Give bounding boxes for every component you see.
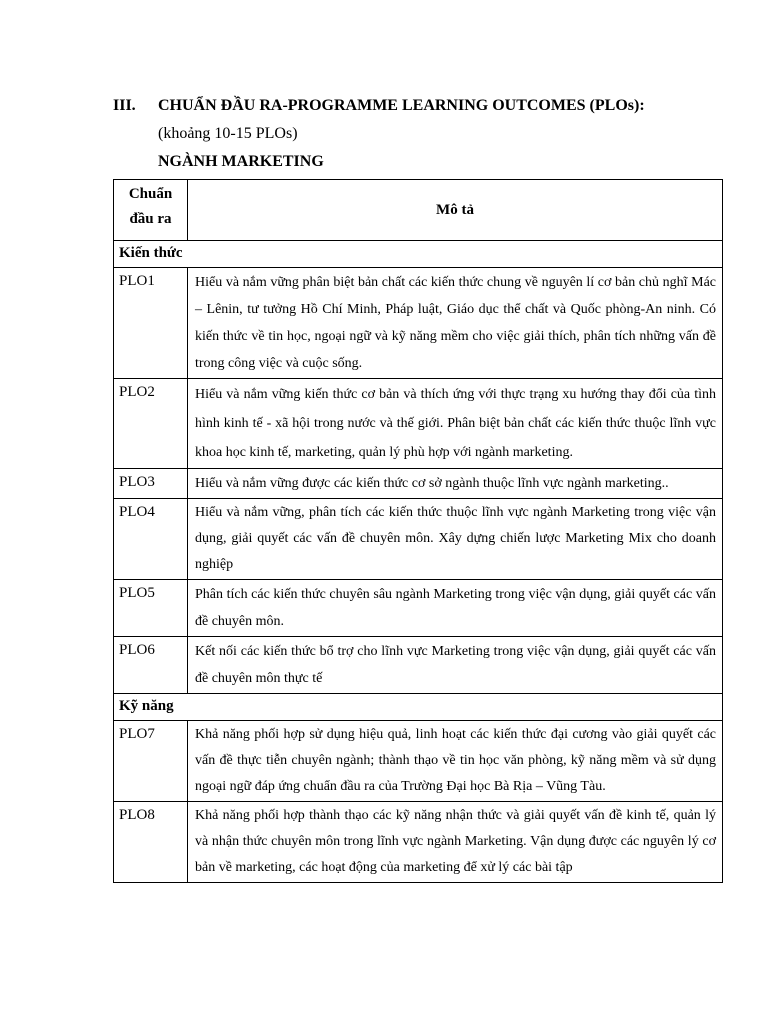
heading-major-line (113, 148, 733, 176)
plo-description: Hiểu và nắm vững kiến thức cơ bản và thích ứng với thực trạng xu hướng thay đổi của tình hình kinh tế - xã hội trong nước và thế giới. Phân biệt bản chất các kiến thức thuộc lĩnh vực khoa học kinh tế, marketing, quản lý phù hợp với ngành marketing. (188, 379, 723, 469)
table-row (114, 499, 723, 580)
plo-code: PLO6 (114, 637, 188, 694)
table-row (114, 268, 723, 379)
header-code-cell (114, 180, 188, 241)
heading-subtitle-line (113, 120, 733, 148)
table-row (114, 637, 723, 694)
plo-description: Khả năng phối hợp thành thạo các kỹ năng nhận thức và giải quyết vấn đề kinh tế, quản lý và nhận thức chuyên môn trong lĩnh vực ngành Marketing. Vận dụng được các nguyên lý cơ bản về marketing, các hoạt động của marketing để xử lý các bài tập (188, 802, 723, 883)
plo-code: PLO2 (114, 379, 188, 469)
plo-code: PLO4 (114, 499, 188, 580)
plo-table (113, 179, 723, 883)
major-title: NGÀNH MARKETING (158, 153, 324, 170)
header-desc-cell: Mô tả (188, 180, 723, 241)
table-row (114, 802, 723, 883)
section-row-knowledge (114, 241, 723, 268)
heading-title-line (113, 92, 733, 120)
table-row (114, 379, 723, 469)
plo-description: Hiểu và nắm vững phân biệt bản chất các kiến thức chung về nguyên lí cơ bản chủ nghĩ Mác – Lênin, tư tưởng Hồ Chí Minh, Pháp luật, Giáo dục thể chất và Quốc phòng-An ninh. Có kiến thức về tin học, ngoại ngữ và kỹ năng mềm cho việc giải thích, phân tích những vấn đề trong công việc và cuộc sống. (188, 268, 723, 379)
section-row-skills (114, 694, 723, 721)
header-code-line1: Chuẩn (128, 186, 173, 202)
table-row (114, 580, 723, 637)
plo-description: Kết nối các kiến thức bổ trợ cho lĩnh vực Marketing trong việc vận dụng, giải quyết các vấn đề chuyên môn thực tế (188, 637, 723, 694)
section-number: III. (113, 97, 136, 114)
plo-code: PLO3 (114, 469, 188, 499)
plo-description: Hiểu và nắm vững, phân tích các kiến thức thuộc lĩnh vực ngành Marketing trong việc vận dụng, giải quyết các vấn đề chuyên môn. Xây dựng chiến lược Marketing Mix cho doanh nghiệp (188, 499, 723, 580)
plo-code: PLO7 (114, 721, 188, 802)
plo-description: Phân tích các kiến thức chuyên sâu ngành Marketing trong việc vận dụng, giải quyết các vấn đề chuyên môn. (188, 580, 723, 637)
table-row (114, 721, 723, 802)
section-subtitle: (khoảng 10-15 PLOs) (158, 125, 298, 142)
section-title-skills: Kỹ năng (114, 694, 723, 721)
table-header-row (114, 180, 723, 241)
plo-code: PLO8 (114, 802, 188, 883)
table-row (114, 469, 723, 499)
section-heading (113, 92, 733, 176)
plo-description: Hiểu và nắm vững được các kiến thức cơ sở ngành thuộc lĩnh vực ngành marketing.. (188, 469, 723, 499)
header-code-line2: đầu ra (129, 211, 172, 227)
plo-code: PLO5 (114, 580, 188, 637)
section-title: CHUẨN ĐẦU RA-PROGRAMME LEARNING OUTCOMES (PLOs): (158, 97, 645, 114)
plo-description: Khả năng phối hợp sử dụng hiệu quả, linh hoạt các kiến thức đại cương vào giải quyết các vấn đề thực tiễn chuyên ngành; thành thạo về tin học văn phòng, kỹ năng mềm và sử dụng ngoại ngữ đáp ứng chuẩn đầu ra của Trường Đại học Bà Rịa – Vũng Tàu. (188, 721, 723, 802)
section-title-knowledge: Kiến thức (114, 241, 723, 268)
plo-code: PLO1 (114, 268, 188, 379)
